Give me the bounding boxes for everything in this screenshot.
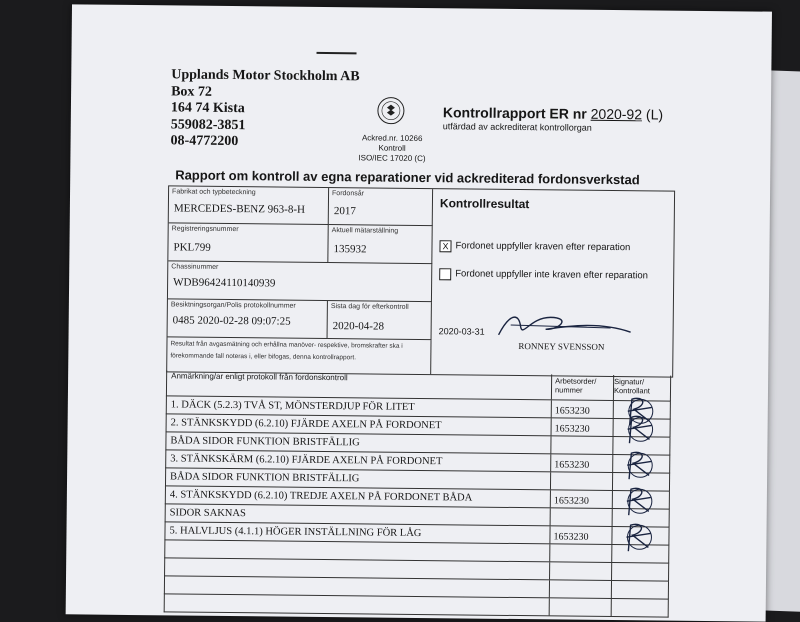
report-title-text: Kontrollrapport ER nr	[442, 104, 587, 122]
remark-text: 2. STÄNKSKYDD (6.2.10) FJÄRDE AXELN PÅ FORDONET	[167, 414, 552, 435]
remark-text: SIDOR SAKNAS	[166, 504, 551, 525]
order-number	[550, 544, 612, 562]
accreditation-number: Ackred.nr. 10266	[361, 133, 423, 144]
report-heading: Rapport om kontroll av egna reparationer vid ackrediterad fordonsverkstad	[175, 167, 640, 188]
reg-label: Registreringsnummer	[171, 225, 239, 234]
accreditation-standard: ISO/IEC 17020 (C)	[358, 153, 426, 164]
protocol-cell	[168, 299, 328, 339]
remark-text: BÅDA SIDOR FUNKTION BRISTFÄLLIG	[166, 468, 551, 489]
odometer-cell	[328, 225, 432, 264]
order-col-header: Arbetsorder/ nummer	[552, 374, 614, 400]
order-number	[550, 580, 612, 598]
accreditation-block	[358, 133, 425, 164]
chassis-label: Chassinummer	[171, 263, 219, 271]
lastdate-cell	[328, 301, 432, 340]
make-value: MERCEDES-BENZ 963-8-H	[173, 202, 306, 216]
signature-cell	[612, 545, 670, 563]
company-name: Upplands Motor Stockholm AB	[171, 67, 360, 85]
remarks-header: Anmärkning/ar enligt protokoll från fordonskontroll	[167, 370, 552, 399]
remark-text	[165, 594, 550, 615]
note-line2: förekommande fall noteras i, eller bifogas, denna kontrollrapport.	[170, 352, 357, 362]
report-paper	[66, 4, 772, 621]
odometer-label: Aktuell mätarställning	[331, 227, 399, 235]
chassis-value: WDB96424110140939	[173, 276, 276, 290]
result-title: Kontrollresultat	[439, 196, 530, 212]
company-phone: 08-4772200	[170, 133, 239, 150]
signature-cell	[612, 527, 670, 545]
note-cell	[167, 337, 431, 374]
order-number: 1653230	[552, 418, 614, 436]
report-subtitle: utfärdad av ackrediterat kontrollorgan	[442, 121, 592, 133]
company-city: 164 74 Kista	[170, 100, 245, 117]
result-signer: RONNEY SVENSSON	[518, 341, 605, 352]
order-number	[551, 472, 613, 490]
result-box	[430, 188, 673, 376]
order-number	[551, 436, 613, 454]
signature-cell	[613, 491, 671, 509]
order-number: 1653230	[550, 526, 612, 544]
order-number	[550, 562, 612, 580]
sign-col-header: Signatur/ Kontrollant	[613, 377, 650, 396]
report-suffix: (L)	[645, 106, 664, 123]
odometer-value: 135932	[333, 243, 367, 256]
remark-text: BÅDA SIDOR FUNKTION BRISTFÄLLIG	[166, 432, 551, 453]
company-block	[171, 67, 360, 151]
option-fail-label: Fordonet uppfyller inte kraven efter reparation	[455, 268, 649, 282]
order-number	[550, 598, 612, 616]
order-number: 1653230	[552, 400, 614, 418]
swedac-logo-icon	[376, 96, 406, 126]
option-pass-label: Fordonet uppfyller kraven efter reparation	[455, 240, 631, 254]
year-cell	[329, 188, 433, 226]
protocol-value: 0485 2020-02-28 09:07:25	[172, 314, 291, 328]
order-number: 1653230	[551, 454, 613, 472]
note-line1: Resultat från avgasmätning och erhållna manöver- respektive, bromskrafter ska i	[170, 340, 403, 350]
remark-text: 5. HALVLJUS (4.1.1) HÖGER INSTÄLLNING FÖR LÅG	[165, 522, 550, 543]
checkbox-pass-mark: X	[442, 241, 449, 252]
make-cell	[169, 186, 329, 225]
remark-text: 3. STÄNKSKÄRM (6.2.10) FJÄRDE AXELN PÅ FORDONET	[166, 450, 551, 471]
remark-text: 4. STÄNKSKYDD (6.2.10) TREDJE AXELN PÅ FORDONET BÅDA	[166, 486, 551, 507]
report-title	[443, 104, 663, 122]
report-number: 2020-92	[590, 105, 643, 123]
chassis-cell	[168, 261, 432, 302]
result-date: 2020-03-31	[438, 326, 485, 337]
company-org-nr: 559082-3851	[170, 116, 246, 133]
signature-cell	[613, 455, 671, 473]
accreditation-type: Kontroll	[378, 143, 406, 153]
order-number: 1653230	[551, 490, 613, 508]
checkbox-fail[interactable]	[439, 268, 451, 280]
protocol-label: Besiktningsorgan/Polis protokollnummer	[170, 301, 296, 310]
signature-cell	[612, 599, 670, 617]
reg-value: PKL799	[173, 241, 211, 254]
signature-cell	[612, 563, 670, 581]
checkbox-pass[interactable]	[439, 240, 451, 252]
lastdate-label: Sista dag för efterkontroll	[330, 303, 409, 311]
make-label: Fabrikat och typbeteckning	[172, 188, 256, 197]
company-box: Box 72	[171, 83, 213, 100]
year-value: 2017	[333, 205, 356, 218]
order-number	[551, 508, 613, 526]
year-label: Fordonsår	[332, 190, 364, 198]
remarks-rows	[164, 396, 671, 617]
top-dash	[317, 52, 357, 54]
reg-cell	[168, 223, 328, 263]
signature-cell	[614, 419, 672, 437]
lastdate-value: 2020-04-28	[332, 320, 385, 333]
remark-text: 1. DÄCK (5.2.3) TVÅ ST, MÖNSTERDJUP FÖR LITET	[167, 396, 552, 417]
signature-cell	[612, 581, 670, 599]
remarks-table	[164, 370, 672, 617]
